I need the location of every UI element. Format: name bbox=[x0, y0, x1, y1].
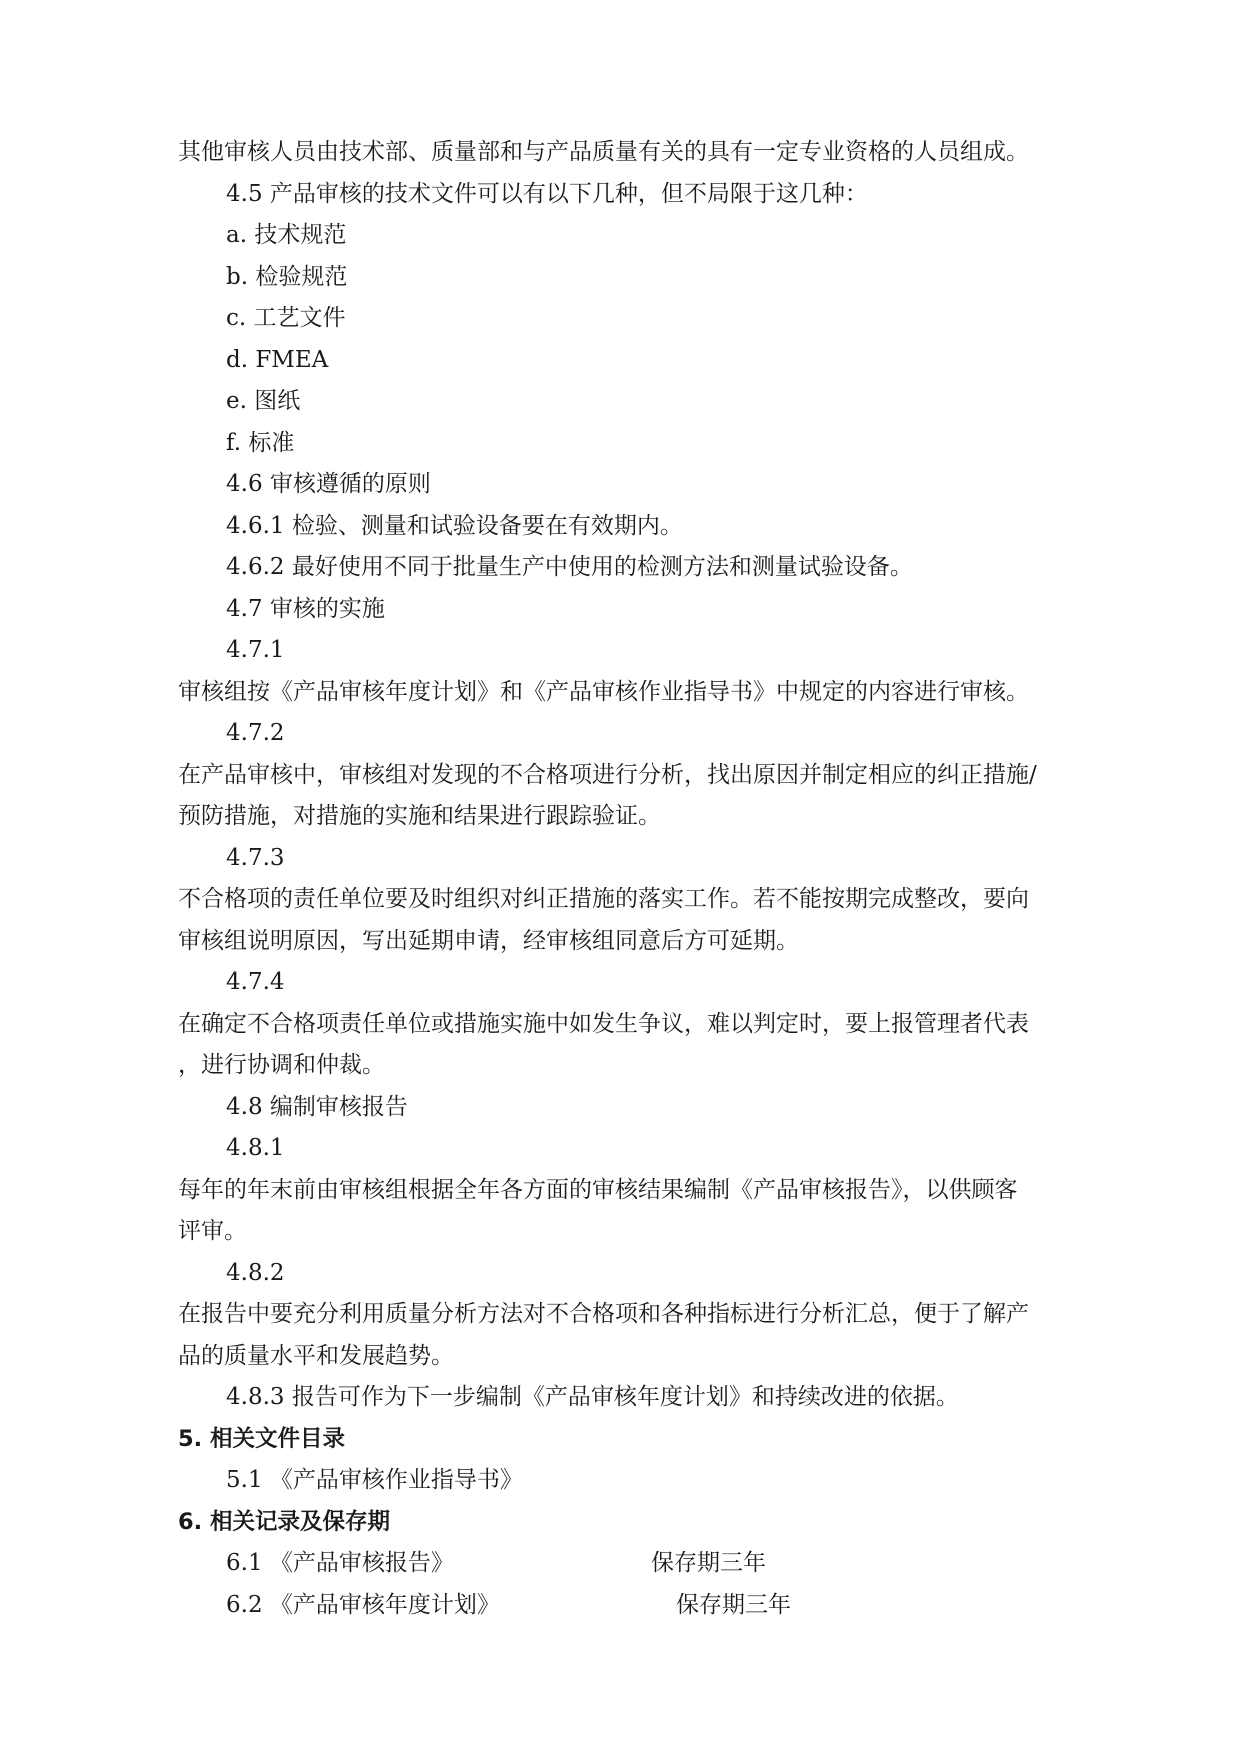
record-row bbox=[178, 1585, 1108, 1627]
text-line: 4.6.1 检验、测量和试验设备要在有效期内。 bbox=[226, 512, 683, 539]
text-line: 4.7.1 bbox=[226, 637, 285, 663]
text-line: 评审。 bbox=[178, 1218, 247, 1244]
text-line: f. 标准 bbox=[226, 429, 295, 456]
text-line: 4.6.2 最好使用不同于批量生产中使用的检测方法和测量试验设备。 bbox=[226, 554, 913, 580]
section-6-heading: 6. 相关记录及保存期 bbox=[178, 1508, 391, 1535]
record-name: 6.2 《产品审核年度计划》 bbox=[226, 1591, 500, 1618]
text-line: 在产品审核中，审核组对发现的不合格项进行分析，找出原因并制定相应的纠正措施/ bbox=[178, 761, 1037, 788]
section-5-heading: 5. 相关文件目录 bbox=[178, 1425, 346, 1452]
related-document-item: 5.1 《产品审核作业指导书》 bbox=[226, 1467, 523, 1493]
record-row bbox=[178, 1543, 1108, 1585]
document-page bbox=[178, 132, 1108, 1626]
text-line: 其他审核人员由技术部、质量部和与产品质量有关的具有一定专业资格的人员组成。 bbox=[178, 139, 1029, 165]
text-line: 4.7.3 bbox=[226, 844, 285, 871]
text-line: 4.6 审核遵循的原则 bbox=[226, 471, 431, 497]
text-line: b. 检验规范 bbox=[226, 263, 348, 290]
text-line: 4.7.2 bbox=[226, 720, 285, 746]
text-line: 审核组说明原因，写出延期申请，经审核组同意后方可延期。 bbox=[178, 927, 799, 954]
text-line: 不合格项的责任单位要及时组织对纠正措施的落实工作。若不能按期完成整改，要向 bbox=[178, 886, 1029, 912]
text-line: a. 技术规范 bbox=[226, 222, 347, 248]
text-line: 审核组按《产品审核年度计划》和《产品审核作业指导书》中规定的内容进行审核。 bbox=[178, 678, 1029, 705]
text-line: e. 图纸 bbox=[226, 388, 301, 414]
text-line: ，进行协调和仲裁。 bbox=[178, 1052, 385, 1078]
text-line: 4.8.1 bbox=[226, 1135, 285, 1161]
text-line: 每年的年末前由审核组根据全年各方面的审核结果编制《产品审核报告》，以供顾客 bbox=[178, 1176, 1018, 1203]
text-line: 在确定不合格项责任单位或措施实施中如发生争议，难以判定时，要上报管理者代表 bbox=[178, 1010, 1029, 1037]
text-line: c. 工艺文件 bbox=[226, 305, 346, 331]
body-text bbox=[178, 132, 1108, 1419]
text-line: 4.5 产品审核的技术文件可以有以下几种，但不局限于这几种： bbox=[226, 180, 868, 207]
text-line: 品的质量水平和发展趋势。 bbox=[178, 1342, 454, 1369]
record-name: 6.1 《产品审核报告》 bbox=[226, 1550, 454, 1576]
text-line: 4.7 审核的实施 bbox=[226, 595, 385, 622]
record-retention: 保存期三年 bbox=[676, 1591, 791, 1618]
text-line: 4.8 编制审核报告 bbox=[226, 1093, 408, 1120]
record-retention: 保存期三年 bbox=[651, 1550, 766, 1576]
text-line: 在报告中要充分利用质量分析方法对不合格项和各种指标进行分析汇总，便于了解产 bbox=[178, 1301, 1029, 1327]
text-line: d. FMEA bbox=[226, 346, 329, 373]
text-line: 预防措施，对措施的实施和结果进行跟踪验证。 bbox=[178, 803, 661, 829]
text-line: 4.8.3 报告可作为下一步编制《产品审核年度计划》和持续改进的依据。 bbox=[226, 1384, 959, 1410]
text-line: 4.7.4 bbox=[226, 969, 285, 995]
text-line: 4.8.2 bbox=[226, 1259, 285, 1286]
